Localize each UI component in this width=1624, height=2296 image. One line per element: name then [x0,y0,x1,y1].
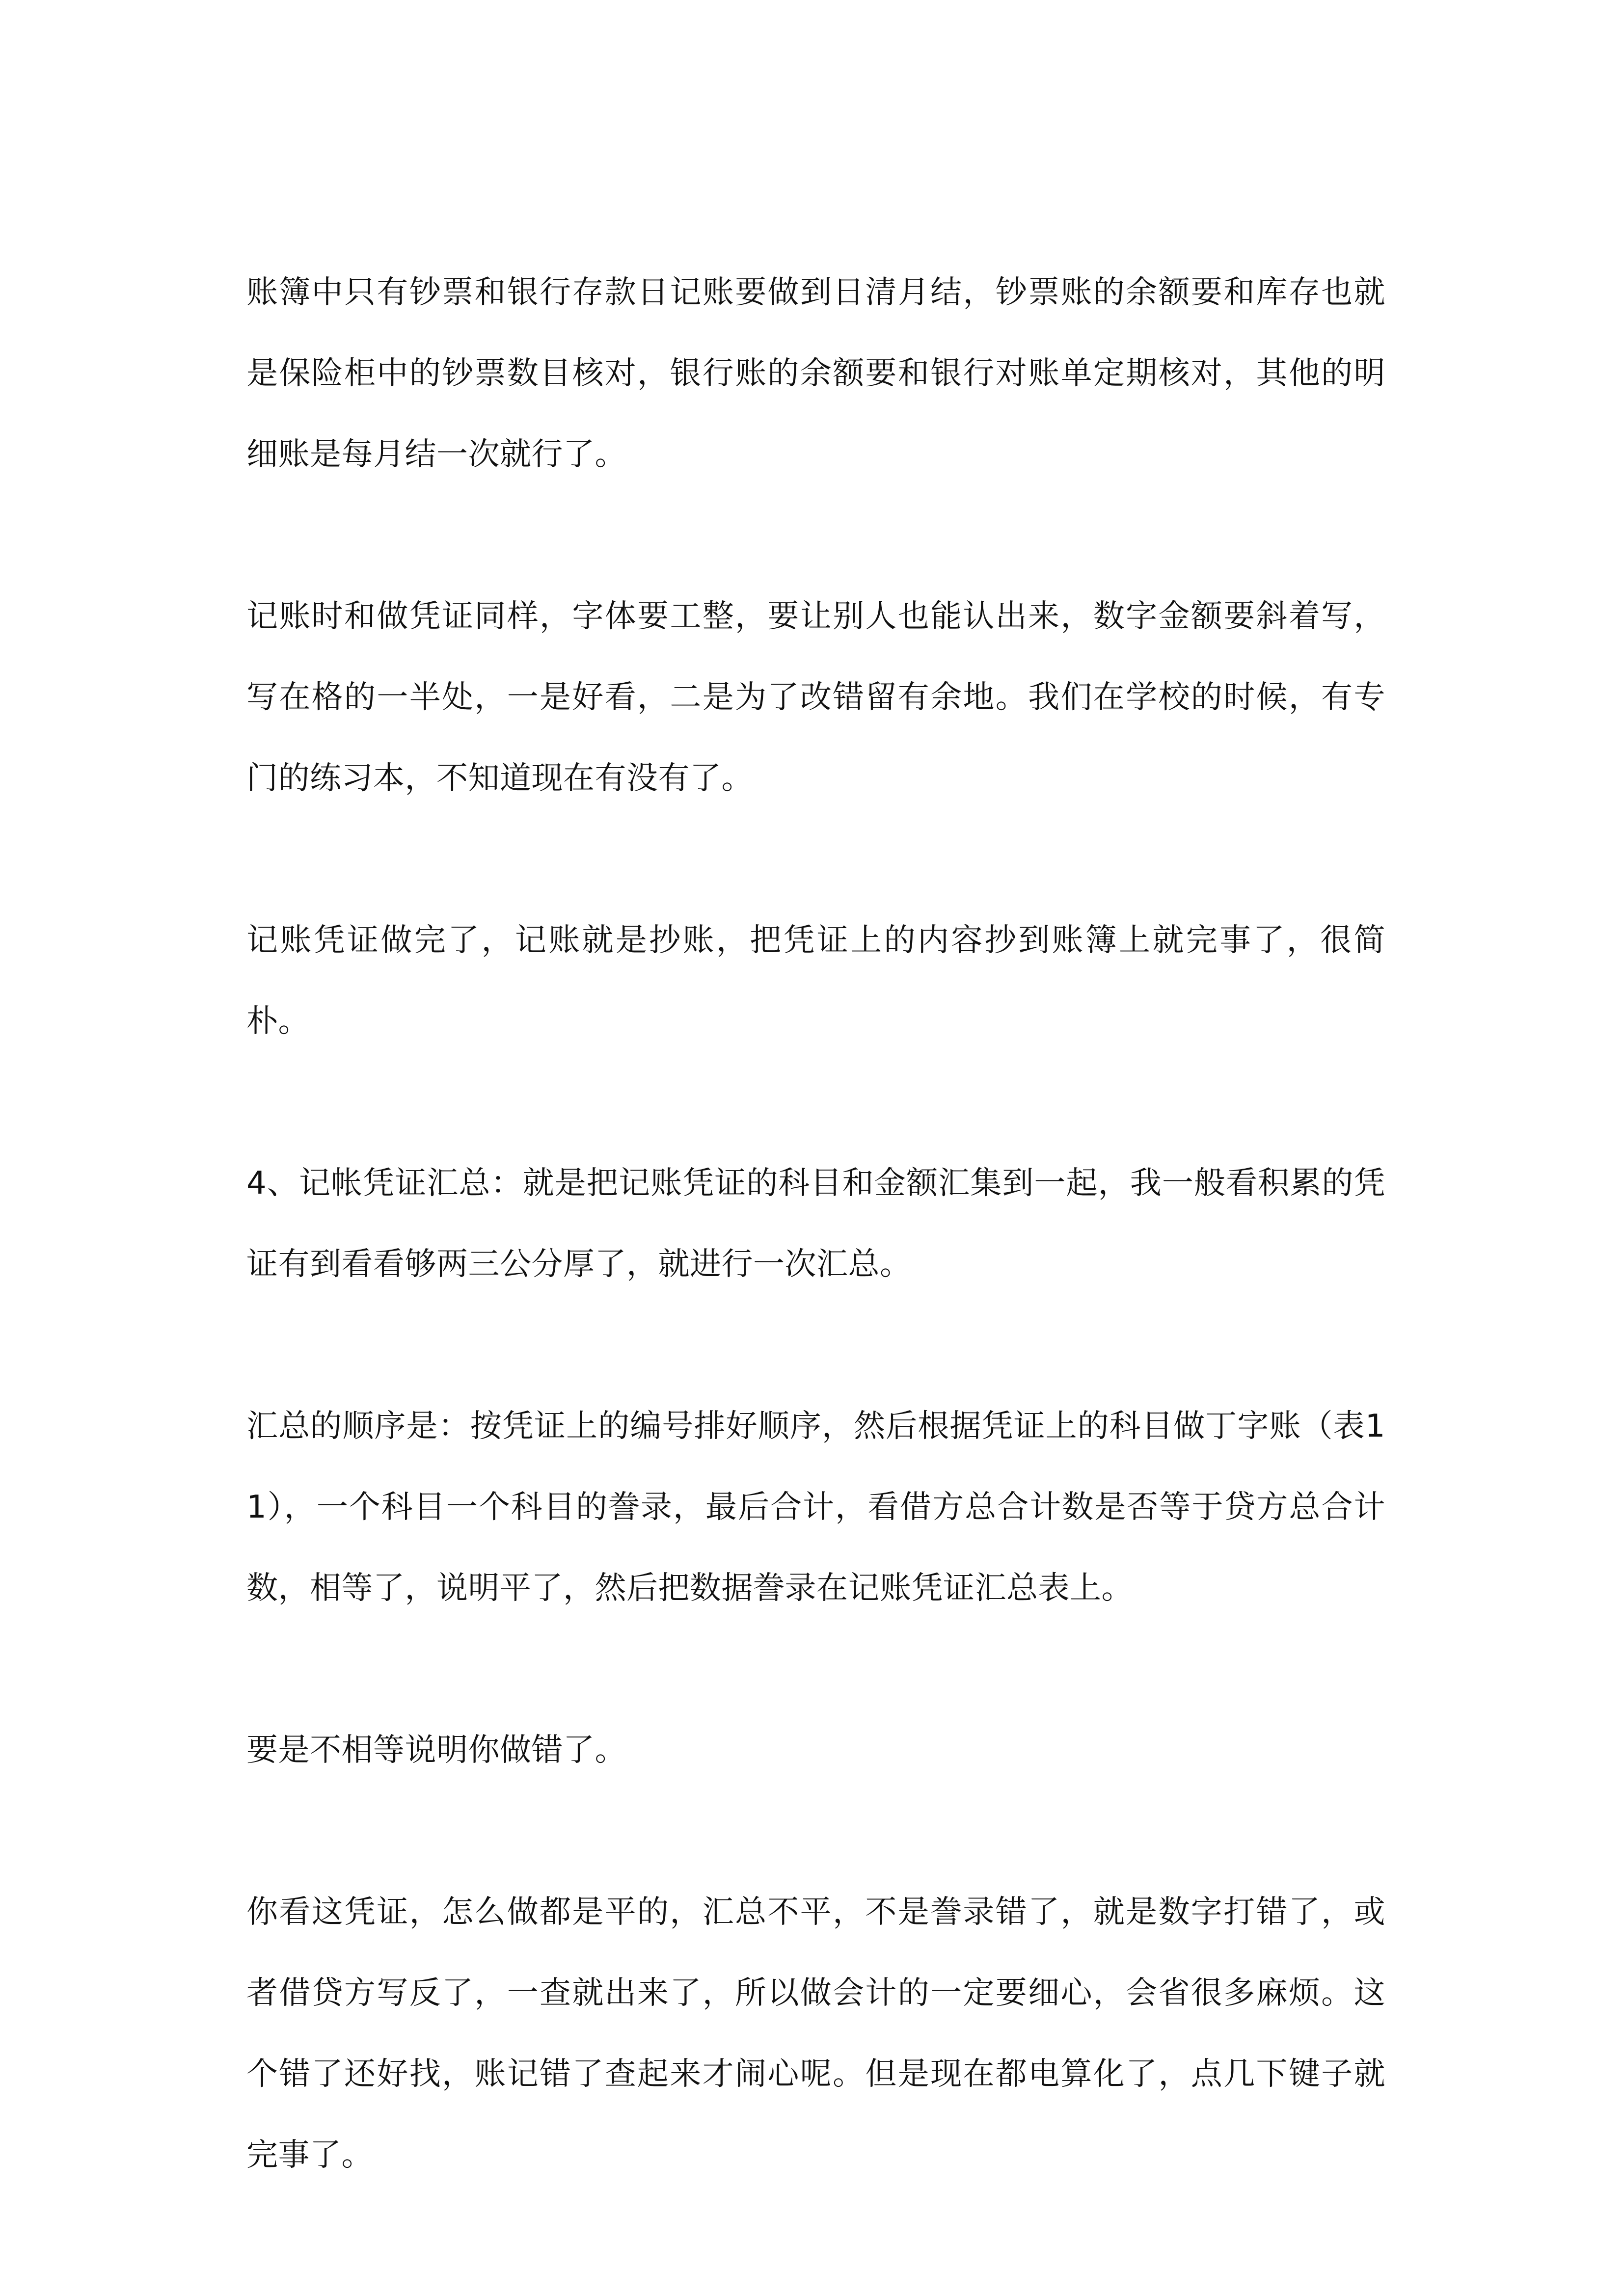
paragraph-spacer [246,1305,1385,1386]
paragraph-error-checking: 你看这凭证，怎么做都是平的，汇总不平，不是誊录错了，就是数字打错了，或者借贷方写反了，一查就出来了，所以做会计的一定要细心，会省很多麻烦。这个错了还好找，账记错了查起来才闹心呢。但是现在都电算化了，点几下键子就完事了。 [246,1894,1385,2173]
paragraph-spacer [246,1629,1385,1710]
paragraph-ledger-reconciliation: 账簿中只有钞票和银行存款日记账要做到日清月结，钞票账的余额要和库存也就是保险柜中的钞票数目核对，银行账的余额要和银行对账单定期核对，其他的明细账是每月结一次就行了。 [246,274,1385,473]
document-body [246,252,1385,2196]
paragraph-summary-order: 汇总的顺序是：按凭证上的编号排好顺序，然后根据凭证上的科目做丁字账（表11），一个科目一个科目的誊录，最后合计，看借方总合计数是否等于贷方总合计数，相等了，说明平了，然后把数据誊录在记账凭证汇总表上。 [246,1408,1385,1606]
paragraph-spacer [246,1791,1385,1872]
paragraph-bookkeeping-copy: 记账凭证做完了，记账就是抄账，把凭证上的内容抄到账簿上就完事了，很简朴。 [246,922,1385,1040]
paragraph-spacer [246,1062,1385,1143]
paragraph-spacer [246,495,1385,576]
paragraph-not-equal: 要是不相等说明你做错了。 [246,1732,626,1768]
paragraph-handwriting-rules: 记账时和做凭证同样，字体要工整，要让别人也能认出来，数字金额要斜着写，写在格的一半处，一是好看，二是为了改错留有余地。我们在学校的时候，有专门的练习本，不知道现在有没有了。 [246,598,1385,797]
paragraph-spacer [246,819,1385,900]
paragraph-voucher-summary: 4、记帐凭证汇总：就是把记账凭证的科目和金额汇集到一起，我一般看积累的凭证有到看看够两三公分厚了，就进行一次汇总。 [246,1165,1385,1282]
